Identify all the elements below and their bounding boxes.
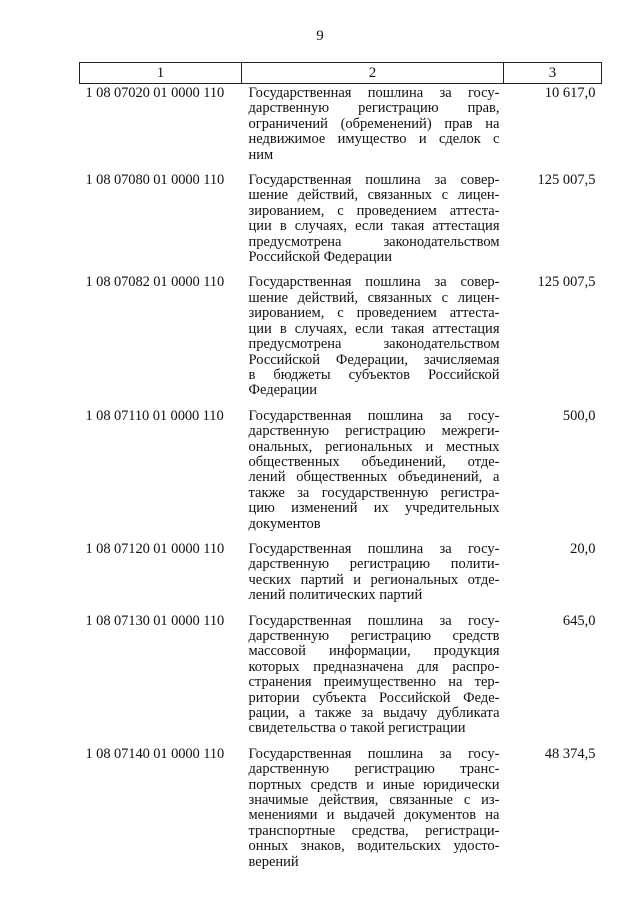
description-line: свидетельства о такой регистрации: [248, 720, 466, 737]
revenue-table: [79, 62, 602, 878]
description-line: лений политических партий: [248, 587, 423, 604]
description-line: Государственная пошлина за совер-: [248, 172, 500, 189]
description-line: также за государственную регистра-: [248, 484, 500, 501]
amount-cell: 125 007,5: [537, 274, 596, 291]
description-line: Российской Федерации, зачисляемая: [248, 351, 500, 368]
revenue-code-cell: 1 08 07080 01 0000 110: [85, 172, 225, 189]
description-line: которых предназначена для распро-: [248, 658, 500, 675]
description-line: Федерации: [248, 382, 317, 399]
table-row: [80, 407, 602, 540]
description-line: предусмотрена законодательством: [248, 233, 500, 250]
table-row: [80, 745, 602, 878]
description-line: общественных объединений, отде-: [248, 453, 500, 470]
table-row: [80, 84, 602, 172]
revenue-description-cell: [242, 407, 504, 540]
revenue-description-cell: [242, 84, 504, 172]
description-line: рации, а также за выдачу дубликата: [248, 705, 500, 722]
description-line: Государственная пошлина за госу-: [248, 407, 500, 424]
description-line: ции в случаях, если такая аттестация: [248, 218, 500, 235]
page-number: 9: [316, 28, 324, 44]
description-line: онных знаков, водительских удосто-: [248, 838, 500, 855]
revenue-code-cell: 1 08 07140 01 0000 110: [85, 745, 225, 762]
description-line: зированием, с проведением аттеста-: [248, 202, 500, 219]
description-line: документов: [248, 515, 321, 532]
description-line: ним: [248, 146, 274, 163]
revenue-description-cell: [242, 171, 504, 273]
description-line: Государственная пошлина за совер-: [248, 274, 500, 291]
amount-cell: 645,0: [562, 612, 596, 629]
revenue-description-cell: [242, 273, 504, 406]
description-line: цию изменений их учредительных: [248, 500, 500, 517]
description-line: Государственная пошлина за госу-: [248, 85, 500, 101]
description-line: Государственная пошлина за госу-: [248, 745, 500, 762]
description-line: ческих партий и региональных отде-: [248, 571, 500, 588]
column-header-3: 3: [504, 63, 602, 84]
revenue-description-cell: [242, 612, 504, 745]
description-line: недвижимое имущество и сделок с: [248, 131, 500, 148]
description-line: массовой информации, продукция: [248, 643, 500, 660]
description-line: портных средств и иные юридически: [248, 776, 500, 793]
table-row: [80, 171, 602, 273]
table-header-row: [80, 63, 602, 84]
description-line: верений: [248, 853, 299, 870]
amount-cell: 125 007,5: [537, 172, 596, 189]
description-line: шение действий, связанных с лицен-: [248, 187, 500, 204]
description-line: ограничений (обременений) прав на: [248, 115, 500, 132]
revenue-description-cell: [242, 540, 504, 612]
table-row: [80, 540, 602, 612]
amount-cell: 500,0: [562, 407, 596, 424]
revenue-code-cell: 1 08 07130 01 0000 110: [85, 612, 225, 629]
description-line: значимые действия, связанные с из-: [248, 792, 500, 809]
description-line: шение действий, связанных с лицен-: [248, 289, 500, 306]
description-line: Государственная пошлина за госу-: [248, 612, 500, 629]
column-header-2: 2: [242, 63, 504, 84]
description-line: дарственную регистрацию транс-: [248, 761, 500, 778]
table-row: [80, 273, 602, 406]
description-line: менениями и выдачей документов на: [248, 807, 500, 824]
description-line: транспортные средства, регистраци-: [248, 822, 500, 839]
description-line: зированием, с проведением аттеста-: [248, 305, 500, 322]
revenue-code-cell: 1 08 07020 01 0000 110: [85, 85, 225, 101]
description-line: Государственная пошлина за госу-: [248, 540, 500, 557]
description-line: дарственную регистрацию межреги-: [248, 423, 500, 440]
column-header-1: 1: [80, 63, 242, 84]
revenue-description-cell: [242, 745, 504, 878]
table-body: [80, 84, 602, 879]
amount-cell: 20,0: [570, 540, 596, 557]
amount-cell: 48 374,5: [544, 745, 596, 762]
description-line: дарственную регистрацию полити-: [248, 556, 500, 573]
description-line: дарственную регистрацию средств: [248, 628, 500, 644]
description-line: предусмотрена законодательством: [248, 336, 500, 353]
description-line: ции в случаях, если такая аттестация: [248, 320, 500, 337]
description-line: дарственную регистрацию прав,: [248, 100, 500, 117]
description-line: странения преимущественно на тер-: [248, 674, 500, 691]
description-line: ритории субъекта Российской Феде-: [248, 689, 500, 706]
description-line: лений общественных объединений, а: [248, 469, 500, 486]
amount-cell: 10 617,0: [544, 85, 596, 101]
description-line: ональных, региональных и местных: [248, 438, 500, 455]
revenue-code-cell: 1 08 07120 01 0000 110: [85, 540, 225, 557]
description-line: в бюджеты субъектов Российской: [248, 366, 500, 383]
revenue-code-cell: 1 08 07082 01 0000 110: [85, 274, 225, 291]
description-line: Российской Федерации: [248, 249, 393, 266]
table-row: [80, 612, 602, 745]
revenue-code-cell: 1 08 07110 01 0000 110: [85, 407, 224, 424]
